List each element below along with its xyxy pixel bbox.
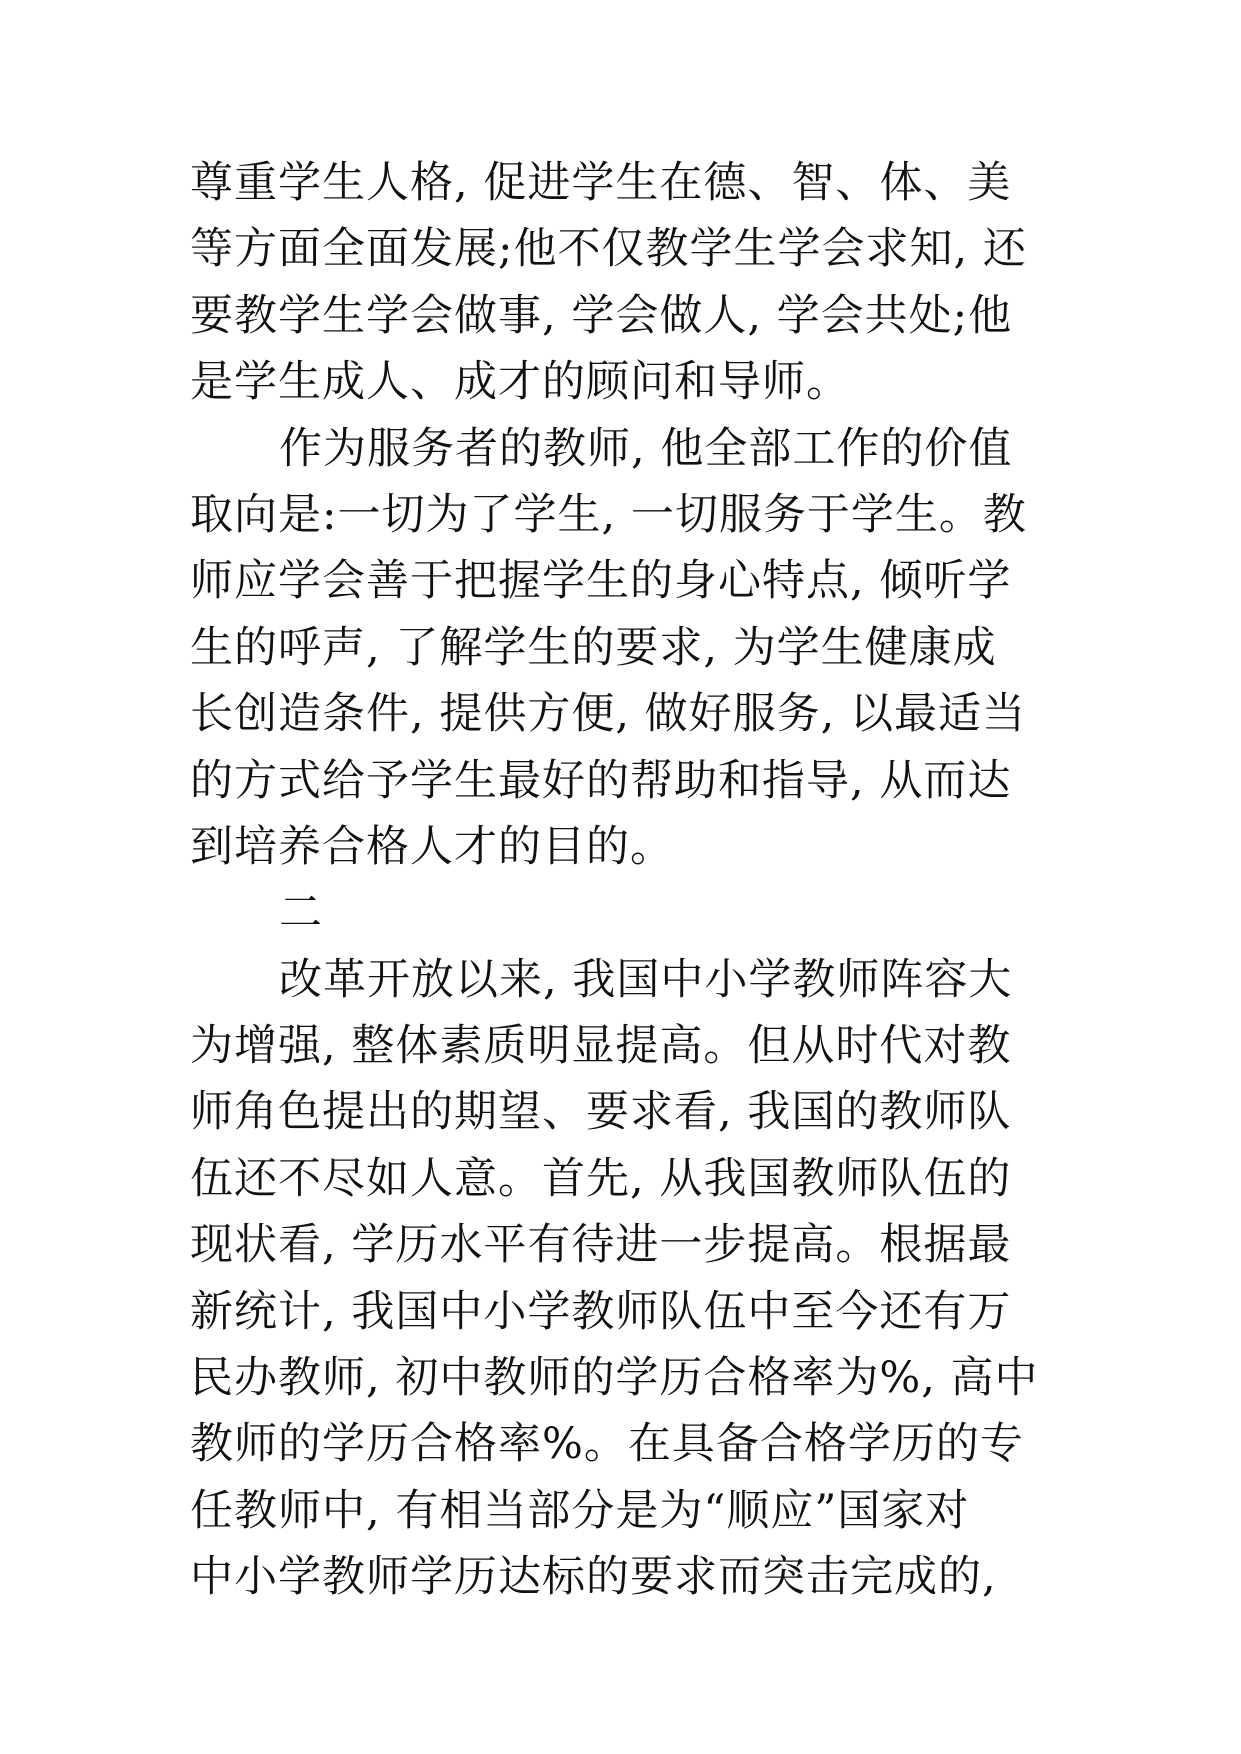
text-line: 中小学教师学历达标的要求而突击完成的,: [190, 1552, 997, 1603]
text-line: 长创造条件, 提供方便, 做好服务, 以最适当: [190, 689, 1027, 740]
text-line: 师角色提出的期望、要求看, 我国的教师队: [190, 1087, 1012, 1138]
text-line: 民办教师, 初中教师的学历合格率为%, 高中: [190, 1353, 1039, 1404]
text-line: 的方式给予学生最好的帮助和指导, 从而达: [190, 755, 1012, 806]
text-line: 任教师中, 有相当部分是为“顺应”国家对: [190, 1485, 970, 1536]
text-line: 尊重学生人格, 促进学生在德、智、体、美: [190, 158, 1012, 208]
text-line: 教师的学历合格率%。在具备合格学历的专: [190, 1419, 1024, 1470]
text-line: 等方面全面发展;他不仅教学生学会求知, 还: [190, 224, 1027, 275]
text-line: 要教学生学会做事, 学会做人, 学会共处;他: [190, 290, 1013, 341]
section-heading: 二: [279, 888, 323, 939]
text-line: 现状看, 学历水平有待进一步提高。根据最: [190, 1220, 1012, 1271]
text-line: 生的呼声, 了解学生的要求, 为学生健康成: [190, 622, 997, 673]
text-line: 是学生成人、成才的顾问和导师。: [190, 357, 850, 408]
text-line: 为增强, 整体素质明显提高。但从时代对教: [190, 1021, 1012, 1072]
text-line: 师应学会善于把握学生的身心特点, 倾听学: [190, 556, 1012, 607]
paragraph-first-line: 改革开放以来, 我国中小学教师阵容大: [279, 954, 1013, 1005]
text-line: 取向是:一切为了学生, 一切服务于学生。教: [190, 489, 1027, 540]
text-line: 伍还不尽如人意。首先, 从我国教师队伍的: [190, 1153, 1012, 1204]
body-text: [190, 150, 1070, 1611]
text-line: 新统计, 我国中小学教师队伍中至今还有万: [190, 1286, 1012, 1337]
paragraph-first-line: 作为服务者的教师, 他全部工作的价值: [279, 423, 1013, 474]
text-line: 到培养合格人才的目的。: [190, 821, 674, 872]
